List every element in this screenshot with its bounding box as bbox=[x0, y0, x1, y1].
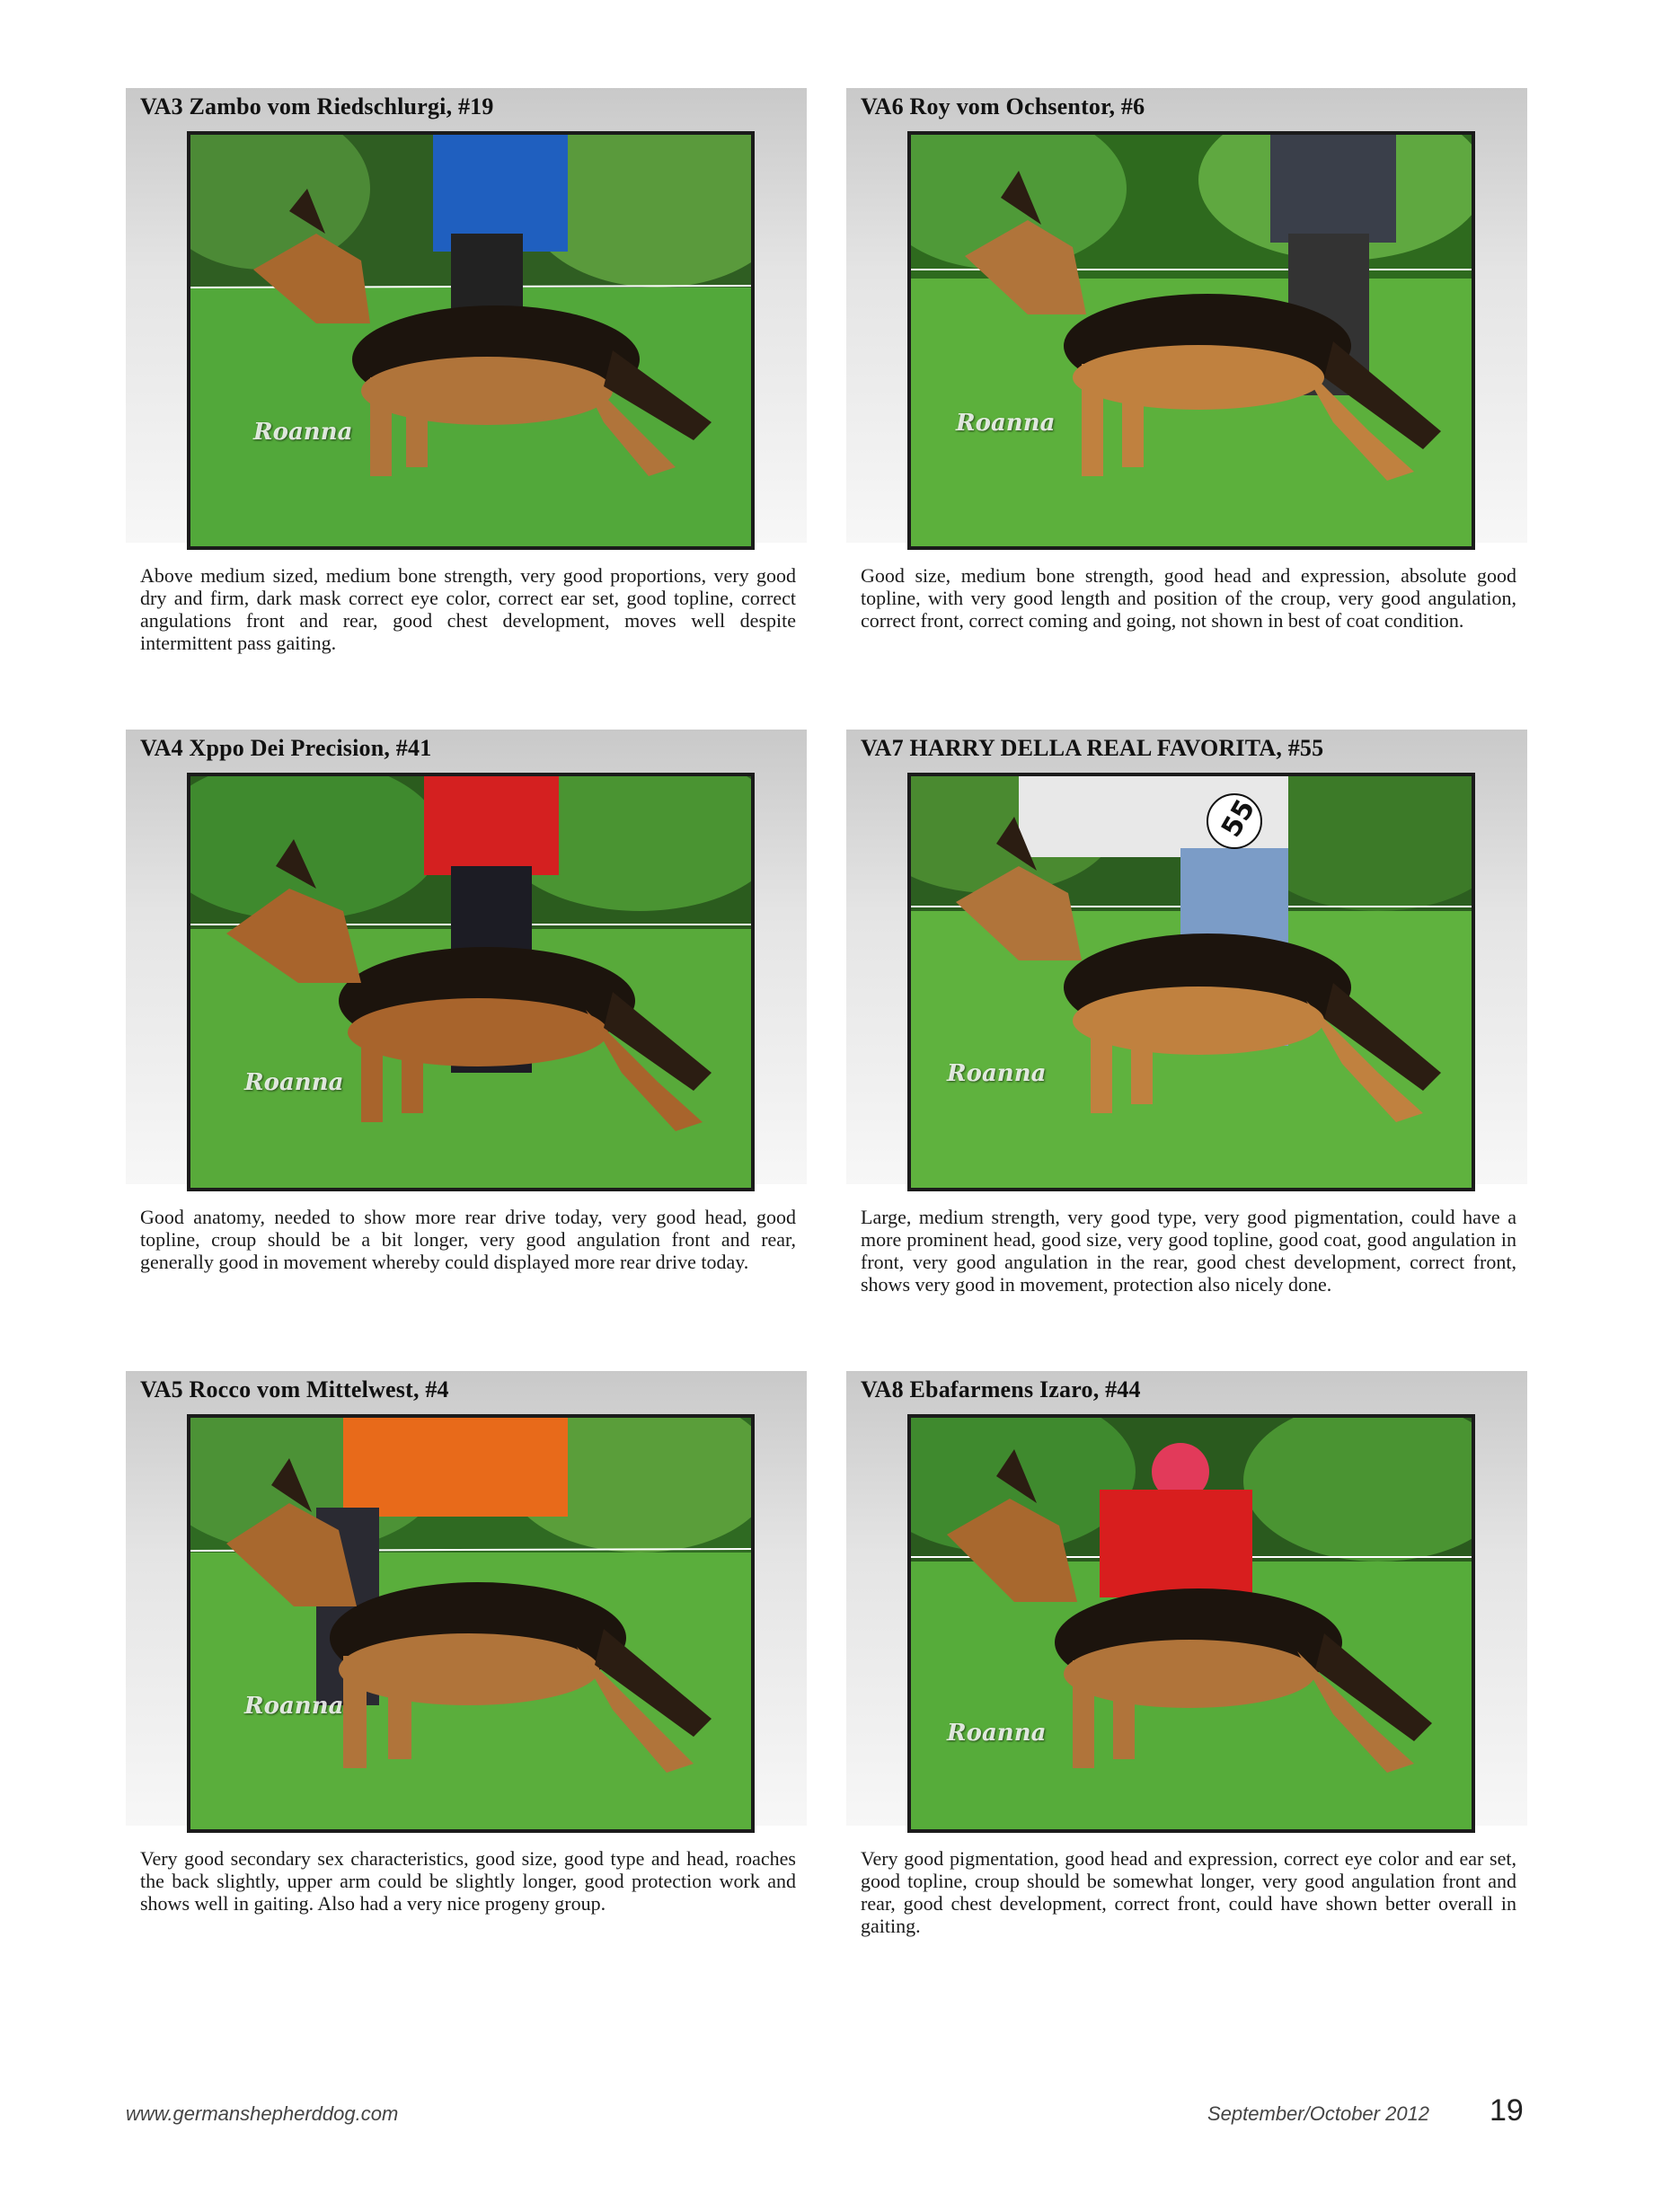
entry-critique: Large, medium strength, very good type, very good pigmentation, could have a more prominent head, good size, very good topline, good coat, good angulation in front, very good angulation in the rear, good chest development, correct front, shows very good in movement, protection also nicely done. bbox=[861, 1206, 1516, 1296]
entries-grid bbox=[126, 88, 1527, 2013]
photographer-watermark: Roanna bbox=[947, 1720, 1047, 1747]
handler-figure bbox=[1270, 135, 1396, 243]
photographer-watermark: Roanna bbox=[253, 419, 353, 446]
svg-text:55: 55 bbox=[1216, 794, 1262, 843]
entry-header-panel bbox=[846, 1371, 1527, 1826]
handler-figure bbox=[424, 776, 559, 875]
photo-scene bbox=[190, 1418, 751, 1829]
entry-title: VA3 Zambo vom Riedschlurgi, #19 bbox=[140, 93, 494, 119]
footer-website: www.germanshepherddog.com bbox=[126, 2102, 399, 2125]
photo-scene bbox=[190, 135, 751, 546]
photographer-watermark: Roanna bbox=[244, 1693, 344, 1720]
photo-scene bbox=[911, 1418, 1472, 1829]
dog-photo bbox=[187, 773, 755, 1191]
entry-header-panel bbox=[846, 88, 1527, 543]
entry-title: VA4 Xppo Dei Precision, #41 bbox=[140, 735, 432, 761]
entry-critique: Very good pigmentation, good head and expression, correct eye color and ear set, good topline, croup should be somewhat longer, very good angulation front and rear, good chest development, correct front, could have shown better overall in gaiting. bbox=[861, 1847, 1516, 1937]
entry-critique: Good anatomy, needed to show more rear drive today, very good head, good topline, croup should be a bit longer, very good angulation front and rear, generally good in movement whereby could displayed more rear drive today. bbox=[140, 1206, 796, 1273]
photo-scene bbox=[911, 776, 1472, 1188]
entry-header-panel bbox=[126, 88, 807, 543]
entry-critique: Above medium sized, medium bone strength, very good proportions, very good dry and firm, dark mask correct eye color, correct ear set, good topline, correct angulations front and rear, good chest development, moves well despite intermittent pass gaiting. bbox=[140, 564, 796, 654]
entry-title: VA6 Roy vom Ochsentor, #6 bbox=[861, 93, 1145, 119]
entry-header-panel bbox=[126, 1371, 807, 1826]
dog-photo bbox=[907, 131, 1475, 550]
entry-header-panel bbox=[126, 730, 807, 1184]
dog-photo bbox=[907, 1414, 1475, 1833]
page-number: 19 bbox=[1490, 2093, 1524, 2128]
entry-title: VA8 Ebafarmens Izaro, #44 bbox=[861, 1376, 1141, 1402]
photographer-watermark: Roanna bbox=[947, 1060, 1047, 1087]
entry-card bbox=[126, 730, 807, 1371]
photo-scene bbox=[190, 776, 751, 1188]
photo-scene bbox=[911, 135, 1472, 546]
handler-figure bbox=[343, 1418, 568, 1517]
entry-title: VA5 Rocco vom Mittelwest, #4 bbox=[140, 1376, 449, 1402]
entry-card bbox=[846, 88, 1527, 730]
entry-card bbox=[126, 88, 807, 730]
entry-card bbox=[846, 1371, 1527, 2013]
entry-header-panel bbox=[846, 730, 1527, 1184]
entry-critique: Good size, medium bone strength, good head and expression, absolute good topline, with very good length and position of the croup, very good angulation, correct front, correct coming and going, not shown in best of coat condition. bbox=[861, 564, 1516, 632]
entry-card bbox=[126, 1371, 807, 2013]
photographer-watermark: Roanna bbox=[956, 410, 1056, 437]
entry-card bbox=[846, 730, 1527, 1371]
entry-title: VA7 HARRY DELLA REAL FAVORITA, #55 bbox=[861, 735, 1324, 761]
entry-critique: Very good secondary sex characteristics, good size, good type and head, roaches the back slightly, upper arm could be slightly longer, good protection work and shows well in gaiting. Also had a very nice progeny group. bbox=[140, 1847, 796, 1915]
footer-issue-date: September/October 2012 bbox=[1207, 2102, 1430, 2125]
dog-photo bbox=[187, 131, 755, 550]
dog-photo bbox=[907, 773, 1475, 1191]
dog-photo bbox=[187, 1414, 755, 1833]
photographer-watermark: Roanna bbox=[244, 1069, 344, 1096]
handler-figure bbox=[1100, 1490, 1252, 1597]
